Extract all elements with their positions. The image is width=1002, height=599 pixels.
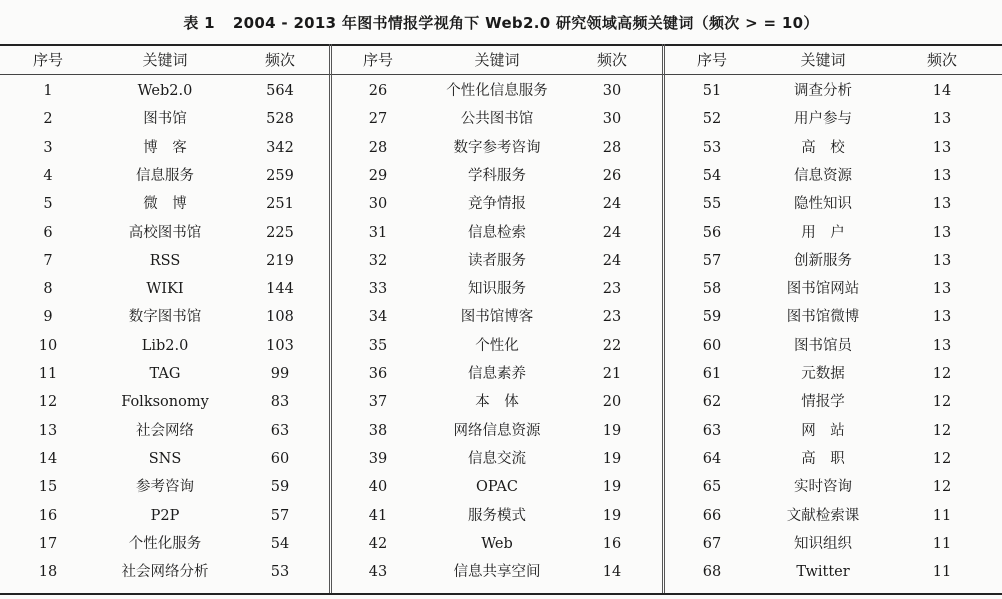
column-header: 频次 bbox=[264, 51, 295, 69]
frequency-cell: 14 bbox=[932, 83, 952, 99]
keyword-cell: 学科服务 bbox=[468, 167, 526, 184]
row-number: 28 bbox=[368, 139, 388, 156]
frequency-cell: 30 bbox=[602, 83, 622, 99]
frequency-cell: 12 bbox=[932, 394, 952, 411]
keyword-cell: 本 体 bbox=[475, 394, 519, 411]
column-header: 关键词 bbox=[800, 51, 846, 69]
bottom-rule bbox=[0, 593, 1002, 595]
keyword-cell: SNS bbox=[148, 450, 182, 467]
frequency-cell: 564 bbox=[266, 83, 294, 99]
row-number: 33 bbox=[368, 281, 388, 298]
row-number: 15 bbox=[38, 479, 58, 496]
frequency-cell: 83 bbox=[270, 394, 290, 411]
row-number: 42 bbox=[368, 535, 388, 552]
row-number: 40 bbox=[368, 479, 388, 496]
frequency-cell: 60 bbox=[270, 450, 290, 467]
frequency-cell: 22 bbox=[602, 337, 622, 354]
frequency-cell: 19 bbox=[602, 422, 622, 439]
keyword-cell: 信息检索 bbox=[468, 224, 526, 241]
keyword-cell: 网 站 bbox=[801, 422, 845, 439]
frequency-cell: 20 bbox=[602, 394, 622, 411]
frequency-cell: 23 bbox=[602, 309, 622, 326]
frequency-cell: 12 bbox=[932, 422, 952, 439]
keyword-cell: Twitter bbox=[796, 564, 850, 581]
keyword-cell: 竞争情报 bbox=[468, 196, 526, 213]
frequency-cell: 11 bbox=[932, 564, 952, 581]
row-number: 31 bbox=[368, 224, 388, 241]
keyword-cell: 参考咨询 bbox=[136, 479, 194, 496]
frequency-cell: 26 bbox=[602, 167, 622, 184]
frequency-cell: 21 bbox=[602, 366, 622, 382]
column-header: 频次 bbox=[596, 51, 627, 69]
frequency-cell: 12 bbox=[932, 366, 952, 382]
keyword-cell: 高 校 bbox=[801, 139, 845, 156]
frequency-cell: 14 bbox=[602, 564, 622, 581]
row-number: 64 bbox=[702, 450, 722, 467]
keyword-cell: 图书馆员 bbox=[794, 337, 852, 354]
row-number: 14 bbox=[38, 450, 58, 467]
row-number: 6 bbox=[43, 224, 53, 241]
frequency-cell: 108 bbox=[266, 309, 294, 326]
row-number: 2 bbox=[43, 111, 53, 128]
keyword-cell: 读者服务 bbox=[468, 252, 526, 269]
frequency-cell: 63 bbox=[270, 422, 290, 439]
row-number: 62 bbox=[702, 394, 722, 411]
frequency-cell: 23 bbox=[602, 281, 622, 298]
row-number: 12 bbox=[38, 394, 58, 411]
row-number: 34 bbox=[368, 309, 388, 326]
keyword-cell: 社会网络 bbox=[136, 422, 194, 439]
frequency-cell: 219 bbox=[266, 252, 294, 269]
frequency-cell: 24 bbox=[602, 196, 622, 213]
row-number: 66 bbox=[702, 507, 722, 524]
row-number: 16 bbox=[38, 507, 58, 524]
row-number: 13 bbox=[38, 422, 58, 439]
frequency-cell: 54 bbox=[270, 535, 290, 552]
keyword-cell: OPAC bbox=[476, 479, 518, 496]
keyword-cell: 图书馆微博 bbox=[786, 309, 860, 326]
row-number: 10 bbox=[38, 337, 58, 354]
keyword-cell: RSS bbox=[149, 252, 181, 269]
keyword-cell: 知识服务 bbox=[468, 281, 526, 298]
row-number: 35 bbox=[368, 337, 388, 354]
row-number: 53 bbox=[702, 139, 722, 156]
row-number: 67 bbox=[702, 535, 722, 552]
keyword-cell: 信息共享空间 bbox=[453, 564, 541, 581]
row-number: 3 bbox=[43, 139, 53, 156]
row-number: 61 bbox=[702, 366, 722, 382]
frequency-cell: 13 bbox=[932, 196, 952, 213]
row-number: 38 bbox=[368, 422, 388, 439]
keyword-cell: 博 客 bbox=[143, 139, 187, 156]
row-number: 58 bbox=[702, 281, 722, 298]
frequency-cell: 24 bbox=[602, 224, 622, 241]
row-number: 39 bbox=[368, 450, 388, 467]
row-number: 54 bbox=[702, 167, 722, 184]
frequency-cell: 12 bbox=[932, 479, 952, 496]
keyword-cell: 情报学 bbox=[801, 394, 845, 411]
frequency-cell: 11 bbox=[932, 507, 952, 524]
frequency-cell: 13 bbox=[932, 309, 952, 326]
keyword-cell: 图书馆博客 bbox=[460, 309, 534, 326]
row-number: 56 bbox=[702, 224, 722, 241]
keyword-cell: Web bbox=[481, 535, 513, 552]
row-number: 55 bbox=[702, 196, 722, 213]
column-header: 关键词 bbox=[474, 51, 520, 69]
row-number: 26 bbox=[368, 83, 388, 99]
frequency-cell: 13 bbox=[932, 224, 952, 241]
keyword-cell: 图书馆网站 bbox=[786, 281, 860, 298]
frequency-cell: 13 bbox=[932, 139, 952, 156]
keyword-cell: 数字参考咨询 bbox=[453, 139, 541, 156]
frequency-cell: 19 bbox=[602, 507, 622, 524]
frequency-cell: 528 bbox=[266, 111, 294, 128]
top-rule bbox=[0, 44, 1002, 46]
keyword-cell: 调查分析 bbox=[794, 83, 852, 99]
keyword-cell: 隐性知识 bbox=[794, 196, 852, 213]
keyword-cell: 信息交流 bbox=[468, 450, 526, 467]
frequency-cell: 11 bbox=[932, 535, 952, 552]
keyword-cell: 数字图书馆 bbox=[128, 309, 202, 326]
row-number: 8 bbox=[43, 281, 53, 298]
frequency-cell: 19 bbox=[602, 450, 622, 467]
row-number: 57 bbox=[702, 252, 722, 269]
column-header: 序号 bbox=[32, 51, 63, 69]
table-caption bbox=[0, 12, 1002, 33]
frequency-cell: 259 bbox=[266, 167, 294, 184]
frequency-cell: 99 bbox=[270, 366, 290, 382]
keyword-cell: 服务模式 bbox=[468, 507, 526, 524]
row-number: 30 bbox=[368, 196, 388, 213]
row-number: 9 bbox=[43, 309, 53, 326]
frequency-cell: 13 bbox=[932, 337, 952, 354]
frequency-cell: 225 bbox=[266, 224, 294, 241]
column-header: 序号 bbox=[696, 51, 727, 69]
frequency-cell: 13 bbox=[932, 111, 952, 128]
row-number: 32 bbox=[368, 252, 388, 269]
frequency-cell: 144 bbox=[266, 281, 294, 298]
row-number: 36 bbox=[368, 366, 388, 382]
frequency-cell: 24 bbox=[602, 252, 622, 269]
keyword-cell: 信息素养 bbox=[468, 366, 526, 382]
keyword-cell: 实时咨询 bbox=[794, 479, 852, 496]
column-header: 序号 bbox=[362, 51, 393, 69]
keyword-cell: 图书馆 bbox=[143, 111, 187, 128]
table-number: 表 1 bbox=[183, 14, 215, 32]
keyword-cell: 用 户 bbox=[801, 224, 845, 241]
frequency-cell: 19 bbox=[602, 479, 622, 496]
keyword-cell: Folksonomy bbox=[121, 394, 209, 411]
row-number: 59 bbox=[702, 309, 722, 326]
keyword-cell: 创新服务 bbox=[794, 252, 852, 269]
frequency-cell: 13 bbox=[932, 252, 952, 269]
keyword-cell: 元数据 bbox=[801, 366, 845, 382]
keyword-cell: 用户参与 bbox=[794, 111, 852, 128]
keyword-cell: 高 职 bbox=[801, 450, 845, 467]
table-title: 2004 - 2013 年图书情报学视角下 Web2.0 研究领域高频关键词（频次 > = 10） bbox=[232, 14, 819, 32]
row-number: 63 bbox=[702, 422, 722, 439]
row-number: 65 bbox=[702, 479, 722, 496]
frequency-cell: 13 bbox=[932, 167, 952, 184]
keyword-cell: 微 博 bbox=[143, 196, 187, 213]
keyword-cell: 个性化信息服务 bbox=[446, 83, 548, 99]
row-number: 60 bbox=[702, 337, 722, 354]
row-number: 27 bbox=[368, 111, 388, 128]
keyword-cell: 信息服务 bbox=[136, 167, 194, 184]
row-number: 4 bbox=[43, 167, 53, 184]
row-number: 37 bbox=[368, 394, 388, 411]
header-rule bbox=[0, 74, 1002, 75]
frequency-cell: 30 bbox=[602, 111, 622, 128]
row-number: 17 bbox=[38, 535, 58, 552]
frequency-cell: 28 bbox=[602, 139, 622, 156]
row-number: 29 bbox=[368, 167, 388, 184]
row-number: 68 bbox=[702, 564, 722, 581]
row-number: 11 bbox=[38, 366, 58, 382]
keyword-cell: 信息资源 bbox=[794, 167, 852, 184]
keyword-cell: P2P bbox=[150, 507, 180, 524]
row-number: 18 bbox=[38, 564, 58, 581]
keyword-cell: 知识组织 bbox=[794, 535, 852, 552]
keyword-cell: 高校图书馆 bbox=[128, 224, 202, 241]
row-number: 1 bbox=[43, 83, 53, 99]
frequency-cell: 103 bbox=[266, 337, 294, 354]
frequency-cell: 57 bbox=[270, 507, 290, 524]
keyword-cell: WIKI bbox=[146, 281, 184, 298]
frequency-cell: 12 bbox=[932, 450, 952, 467]
frequency-cell: 59 bbox=[270, 479, 290, 496]
row-number: 43 bbox=[368, 564, 388, 581]
keyword-cell: TAG bbox=[149, 366, 181, 382]
row-number: 52 bbox=[702, 111, 722, 128]
frequency-cell: 13 bbox=[932, 281, 952, 298]
keyword-cell: 社会网络分析 bbox=[121, 564, 209, 581]
row-number: 5 bbox=[43, 196, 53, 213]
frequency-cell: 53 bbox=[270, 564, 290, 581]
column-header: 关键词 bbox=[142, 51, 188, 69]
keyword-cell: 网络信息资源 bbox=[453, 422, 541, 439]
row-number: 41 bbox=[368, 507, 388, 524]
keyword-cell: Lib2.0 bbox=[141, 337, 189, 354]
row-number: 7 bbox=[43, 252, 53, 269]
column-header: 频次 bbox=[926, 51, 957, 69]
keyword-cell: Web2.0 bbox=[137, 83, 193, 99]
keyword-cell: 文献检索课 bbox=[786, 507, 860, 524]
frequency-cell: 251 bbox=[266, 196, 294, 213]
frequency-cell: 342 bbox=[266, 139, 294, 156]
keyword-cell: 个性化服务 bbox=[128, 535, 202, 552]
row-number: 51 bbox=[702, 83, 722, 99]
frequency-cell: 16 bbox=[602, 535, 622, 552]
keyword-cell: 公共图书馆 bbox=[460, 111, 534, 128]
keyword-cell: 个性化 bbox=[475, 337, 519, 354]
